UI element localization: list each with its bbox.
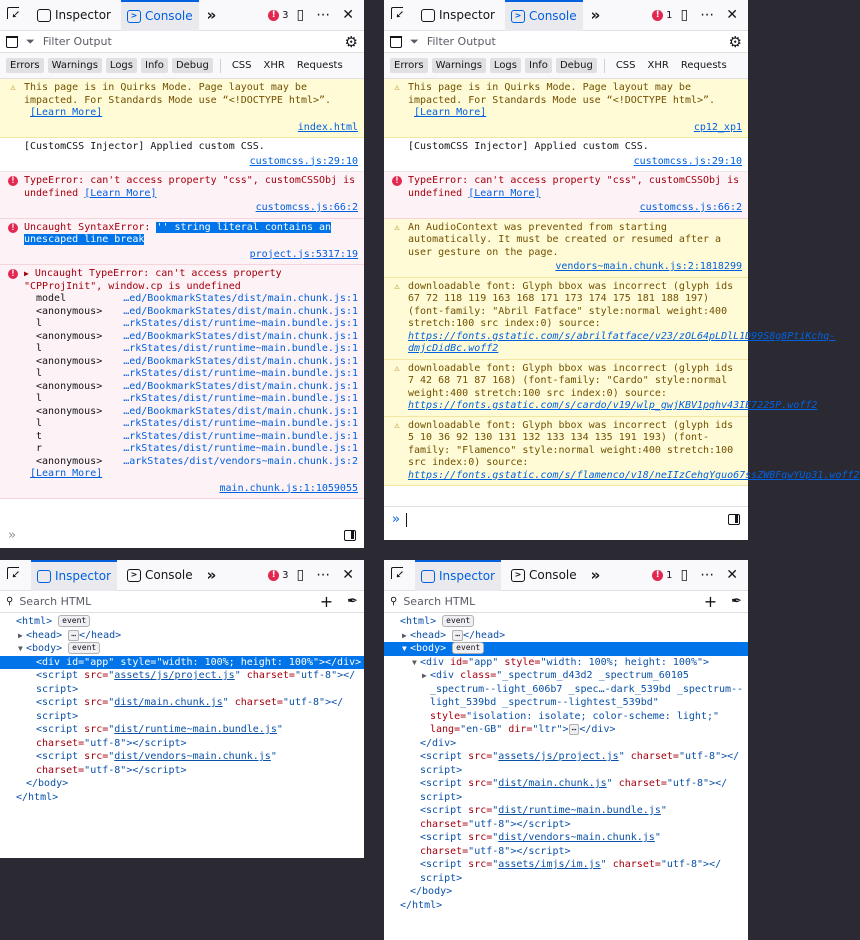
search-input[interactable]: Search HTML: [403, 595, 476, 608]
close-icon[interactable]: ✕: [726, 567, 738, 583]
tab-label: Inspector: [439, 8, 495, 22]
message-text: downloadable font: Glyph bbox was incorrect (glyph ids 7 42 68 71 87 168) (font-family: "Cardo" style:normal weight:400 stretch:100 src index:0) source:: [408, 362, 734, 399]
tree-node[interactable]: <script src="dist/main.chunk.js" charset="utf-8"></: [420, 778, 728, 789]
tree-node[interactable]: </body>: [410, 886, 453, 897]
message-source-link[interactable]: cp12_xp1: [693, 121, 742, 133]
error-count: 1: [666, 9, 673, 21]
stack-location-link[interactable]: …ed/BookmarkStates/dist/main.chunk.js:1: [123, 293, 358, 304]
stack-location-link[interactable]: …ed/BookmarkStates/dist/main.chunk.js:1: [123, 305, 358, 317]
stack-location-link[interactable]: …ed/BookmarkStates/dist/main.chunk.js:1: [123, 330, 358, 342]
element-picker-icon[interactable]: [6, 566, 24, 584]
meatball-menu-icon[interactable]: ⋯: [700, 7, 715, 23]
warning-icon: ⚠: [10, 83, 16, 93]
filter-warnings-button[interactable]: Warnings: [432, 58, 486, 73]
filter-buttons: [384, 53, 748, 79]
tab-console[interactable]: [121, 0, 199, 31]
dock-icon[interactable]: ▯: [296, 7, 305, 23]
stack-frame: [36, 393, 358, 406]
console-message: [384, 417, 860, 487]
stack-frame: [36, 293, 358, 306]
prompt-icon: »: [392, 512, 400, 527]
learn-more-link[interactable]: [Learn More]: [84, 187, 157, 199]
collapse-arrow-icon[interactable]: ▼: [412, 657, 417, 667]
trash-icon[interactable]: [390, 36, 402, 48]
filter-css-button[interactable]: CSS: [231, 60, 252, 71]
filter-xhr-button[interactable]: XHR: [647, 60, 669, 71]
stack-function: <anonymous>: [36, 455, 103, 467]
learn-more-link[interactable]: [Learn More]: [468, 187, 541, 199]
font-url-link[interactable]: https://fonts.gstatic.com/s/abrilfatface/v23/zOL64pLDlL1D99S8g8PtiKchq-dmjcDidBc.woff2: [408, 330, 836, 354]
warning-icon: ⚠: [394, 222, 400, 233]
stack-function: t: [36, 430, 43, 442]
meatball-menu-icon[interactable]: ⋯: [316, 7, 331, 23]
expand-arrow-icon[interactable]: ▶: [402, 630, 407, 640]
tab-label: Console: [528, 568, 577, 582]
search-input[interactable]: Search HTML: [19, 595, 92, 608]
message-source-link[interactable]: main.chunk.js:1:1059055: [219, 482, 358, 494]
filter-info-button[interactable]: Info: [141, 58, 168, 73]
message-source-link[interactable]: customcss.js:29:10: [633, 155, 742, 167]
font-url-link[interactable]: https://fonts.gstatic.com/s/cardo/v19/wlp_gwjKBV1pqhv43IE7225P.woff2: [408, 400, 818, 411]
tree-node: script>: [36, 683, 79, 695]
console-message: [384, 172, 748, 219]
stack-location-link[interactable]: …ed/BookmarkStates/dist/main.chunk.js:1: [123, 355, 358, 367]
close-icon[interactable]: ✕: [726, 7, 738, 23]
stack-location-link[interactable]: …ed/BookmarkStates/dist/main.chunk.js:1: [123, 380, 358, 392]
chevron-more-icon[interactable]: »: [590, 566, 597, 584]
stack-function: model: [36, 293, 67, 304]
event-badge[interactable]: event: [442, 615, 474, 627]
console-message: [384, 278, 836, 360]
element-picker-icon[interactable]: [6, 6, 24, 24]
stack-location-link[interactable]: …rkStates/dist/runtime~main.bundle.js:1: [123, 343, 358, 354]
error-count-badge[interactable]: [652, 570, 672, 581]
console-input[interactable]: [0, 522, 364, 548]
tree-node[interactable]: <html> event: [0, 615, 364, 629]
tab-label: Console: [528, 9, 577, 23]
tree-node: charset="utf-8"></script>: [36, 737, 187, 749]
stack-location-link[interactable]: …rkStates/dist/runtime~main.bundle.js:1: [123, 393, 358, 404]
tree-node[interactable]: ▼ <body> event: [0, 642, 364, 656]
error-count: 3: [282, 9, 289, 21]
eyedropper-icon[interactable]: ✒: [347, 594, 358, 609]
console-panel-left: [0, 0, 364, 548]
error-icon: !: [268, 570, 279, 581]
filter-buttons: [0, 53, 364, 79]
expand-arrow-icon[interactable]: ▶: [18, 630, 23, 640]
error-icon: !: [652, 570, 663, 581]
tree-node[interactable]: </html>: [400, 899, 443, 911]
tree-node: script>: [36, 710, 79, 722]
filter-icon: ⏷: [26, 34, 35, 48]
filter-input[interactable]: Filter Output: [426, 35, 496, 48]
tree-node[interactable]: </body>: [26, 778, 69, 789]
tree-node: script>: [420, 872, 463, 884]
font-url-link[interactable]: https://fonts.gstatic.com/s/flamenco/v18/neIIzCehqYguo67ssZWBFqwYUp31.woff2: [408, 469, 860, 481]
add-node-icon[interactable]: +: [703, 592, 718, 611]
search-icon: ⚲: [390, 596, 398, 607]
devtools-toolbar: [384, 560, 748, 591]
tab-inspector[interactable]: [31, 0, 117, 31]
tree-node: script>: [420, 791, 463, 803]
stack-frame: [36, 343, 358, 356]
filter-errors-button[interactable]: Errors: [390, 58, 428, 73]
stack-trace: [24, 293, 358, 468]
prompt-icon: »: [8, 527, 16, 543]
tree-node[interactable]: <script src="dist/vendors~main.chunk.js": [36, 751, 277, 762]
close-icon[interactable]: ✕: [342, 567, 354, 583]
warning-icon: ⚠: [394, 281, 400, 292]
tree-node: charset="utf-8"></script>: [420, 845, 571, 857]
stack-location-link[interactable]: …arkStates/dist/vendors~main.chunk.js:2: [123, 455, 358, 467]
error-icon: !: [8, 176, 18, 186]
filter-xhr-button[interactable]: XHR: [263, 60, 285, 71]
learn-more-link[interactable]: [Learn More]: [30, 468, 103, 479]
stack-location-link[interactable]: …rkStates/dist/runtime~main.bundle.js:1: [123, 318, 358, 329]
add-node-icon[interactable]: +: [319, 592, 334, 611]
message-text: An AudioContext was prevented from starting automatically. It must be created or resumed after a user gesture on the page.: [408, 221, 722, 258]
chevron-more-icon[interactable]: »: [206, 566, 213, 584]
error-count-badge[interactable]: [268, 10, 288, 21]
chevron-more-icon[interactable]: »: [206, 6, 213, 24]
tab-label: Inspector: [439, 569, 495, 583]
stack-function: <anonymous>: [36, 380, 103, 392]
message-source-link[interactable]: project.js:5317:19: [249, 248, 358, 260]
console-message: [0, 138, 364, 172]
message-source-link[interactable]: vendors~main.chunk.js:2:1818299: [555, 261, 742, 272]
tab-inspector[interactable]: [31, 560, 117, 591]
trash-icon[interactable]: [6, 36, 18, 48]
message-text: downloadable font: Glyph bbox was incorrect (glyph ids 5 10 36 92 130 131 132 133 134 135 191 193) (font-family: "Flamenco" style:normal weight:400 stretch:100 src index:0) source:: [408, 419, 734, 468]
console-message: [384, 219, 748, 278]
console-message: [0, 265, 364, 499]
filter-requests-button[interactable]: Requests: [680, 60, 727, 71]
warning-icon: ⚠: [394, 420, 400, 431]
console-icon: >: [127, 10, 141, 23]
error-icon: !: [652, 10, 663, 21]
devtools-toolbar: [384, 0, 748, 31]
tree-node[interactable]: ▶ <div class="_spectrum_d43d2 _spectrum_60105: [422, 670, 689, 681]
stack-location-link[interactable]: …rkStates/dist/runtime~main.bundle.js:1: [123, 443, 358, 454]
message-text: TypeError: can't access property "css", customCSSObj is undefined: [24, 175, 356, 199]
markup-tree: [384, 613, 748, 912]
tree-node[interactable]: ▶ <head> ⋯ </head>: [18, 629, 122, 641]
tree-node[interactable]: ▶ <head> ⋯ </head>: [402, 629, 506, 641]
expand-arrow-icon[interactable]: ▶: [422, 671, 427, 680]
message-text: [CustomCSS Injector] Applied custom CSS.: [24, 141, 265, 152]
stack-frame: [36, 443, 358, 456]
console-icon: >: [511, 569, 525, 582]
message-text: Uncaught TypeError: can't access property "CPProjInit", window.cp is undefined: [24, 268, 282, 292]
markup-tree: [0, 613, 364, 804]
search-row: [0, 591, 364, 613]
devtools-toolbar: [0, 0, 364, 31]
split-console-icon[interactable]: [344, 530, 356, 541]
dock-icon[interactable]: ▯: [680, 7, 689, 23]
eyedropper-icon[interactable]: ✒: [731, 594, 742, 609]
error-count: 1: [666, 569, 673, 581]
console-output: [0, 79, 364, 499]
tab-label: Inspector: [55, 8, 111, 22]
console-icon: >: [511, 10, 525, 23]
tree-node[interactable]: <script src="assets/imjs/im.js" charset="utf-8"></: [420, 859, 722, 870]
stack-function: r: [36, 443, 43, 454]
error-icon: !: [8, 223, 18, 233]
stack-location-link[interactable]: …rkStates/dist/runtime~main.bundle.js:1: [123, 418, 358, 429]
stack-frame: [36, 418, 358, 431]
error-icon: !: [8, 269, 18, 279]
message-text: downloadable font: Glyph bbox was incorrect (glyph ids 67 72 118 119 163 168 171 173 174 175 181 188 197) (font-family: "Abril Fatface" style:normal weight:400 stretch:100 src index:0) source:: [408, 280, 734, 329]
error-icon: !: [392, 176, 402, 186]
inspector-icon: [37, 570, 51, 583]
message-source-link[interactable]: index.html: [297, 121, 358, 133]
stack-frame: [36, 356, 358, 369]
stack-frame: [36, 368, 358, 381]
stack-function: <anonymous>: [36, 405, 103, 417]
tab-console[interactable]: [505, 560, 583, 591]
tab-label: Inspector: [55, 569, 111, 583]
chevron-more-icon[interactable]: »: [590, 6, 597, 24]
collapsed-content[interactable]: ⋯: [68, 630, 79, 641]
error-count-badge[interactable]: [268, 570, 288, 581]
event-badge[interactable]: event: [58, 615, 90, 627]
message-text: This page is in Quirks Mode. Page layout may be impacted. For Standards Mode use “<!DOCTYPE html>”.: [24, 82, 332, 106]
tree-node[interactable]: ▼ <div id="app" style="width: 100%; height: 100%">: [412, 656, 710, 668]
gear-icon[interactable]: ⚙: [344, 32, 358, 51]
filter-info-button[interactable]: Info: [525, 58, 552, 73]
collapsed-content[interactable]: ⋯: [452, 630, 463, 641]
tree-node: _spectrum--light_606b7 _spec…-dark_539bd _spectrum--: [430, 683, 744, 695]
tree-node: charset="utf-8"></script>: [420, 818, 571, 830]
filter-icon: ⏷: [410, 34, 419, 48]
collapse-arrow-icon[interactable]: ▼: [18, 644, 23, 653]
dock-icon[interactable]: ▯: [680, 567, 689, 583]
element-picker-icon[interactable]: [390, 6, 408, 24]
tree-node[interactable]: <script src="dist/main.chunk.js" charset="utf-8"></: [36, 697, 344, 708]
stack-frame: [36, 381, 358, 394]
filter-css-button[interactable]: CSS: [615, 60, 636, 71]
inspector-icon: [421, 9, 435, 22]
tree-node[interactable]: <html> event: [384, 615, 748, 629]
learn-more-link[interactable]: [Learn More]: [30, 107, 103, 118]
tab-inspector[interactable]: [415, 0, 501, 31]
event-badge[interactable]: event: [68, 642, 100, 654]
tree-node: light_539bd _spectrum--lightest_539bd": [430, 697, 659, 708]
error-count: 3: [282, 569, 289, 581]
gear-icon[interactable]: ⚙: [728, 32, 742, 51]
stack-function: l: [36, 343, 43, 354]
message-source-link[interactable]: customcss.js:66:2: [255, 202, 358, 213]
collapsed-content[interactable]: ⋯: [569, 724, 580, 735]
error-icon: !: [268, 10, 279, 21]
message-text: [CustomCSS Injector] Applied custom CSS.: [408, 141, 649, 152]
console-message: [384, 360, 818, 417]
warning-icon: ⚠: [394, 363, 400, 374]
tree-node: lang="en-GB" dir="ltr"> ⋯ </div>: [430, 724, 616, 735]
tree-node[interactable]: </div>: [420, 737, 457, 749]
tab-label: Console: [144, 9, 193, 23]
learn-more-link[interactable]: [Learn More]: [414, 107, 487, 118]
stack-frame: [36, 431, 358, 444]
inspector-panel-right: [384, 560, 748, 940]
search-icon: ⚲: [6, 596, 14, 607]
filter-logs-button[interactable]: Logs: [490, 58, 521, 73]
devtools-toolbar: [0, 560, 364, 591]
stack-function: <anonymous>: [36, 330, 103, 342]
stack-function: l: [36, 418, 43, 429]
stack-function: l: [36, 318, 43, 329]
console-input[interactable]: [384, 506, 748, 532]
console-message: [0, 172, 364, 219]
stack-location-link[interactable]: …rkStates/dist/runtime~main.bundle.js:1: [123, 368, 358, 379]
tab-console[interactable]: [505, 0, 583, 31]
inspector-icon: [37, 9, 51, 22]
console-message: [384, 138, 748, 172]
stack-frame: [36, 456, 358, 469]
stack-location-link[interactable]: …rkStates/dist/runtime~main.bundle.js:1: [123, 430, 358, 442]
tab-console[interactable]: [121, 560, 199, 591]
dock-icon[interactable]: ▯: [296, 567, 305, 583]
meatball-menu-icon[interactable]: ⋯: [316, 567, 331, 583]
stack-function: l: [36, 368, 43, 379]
message-source-link[interactable]: customcss.js:29:10: [249, 155, 358, 167]
stack-frame: [36, 306, 358, 319]
filter-logs-button[interactable]: Logs: [106, 58, 137, 73]
tree-node[interactable]: <script src="dist/runtime~main.bundle.js": [36, 724, 283, 735]
expand-arrow-icon[interactable]: ▶: [24, 269, 29, 278]
message-text: This page is in Quirks Mode. Page layout may be impacted. For Standards Mode use “<!DOCTYPE html>”.: [408, 82, 716, 106]
warning-icon: ⚠: [394, 83, 400, 93]
filter-row: [384, 31, 748, 53]
stack-function: <anonymous>: [36, 305, 103, 317]
message-source-link[interactable]: customcss.js:66:2: [639, 202, 742, 213]
filter-errors-button[interactable]: Errors: [6, 58, 44, 73]
message-text: TypeError: can't access property "css", customCSSObj is undefined: [408, 175, 740, 199]
close-icon[interactable]: ✕: [342, 7, 354, 23]
stack-frame: [36, 331, 358, 344]
inspector-panel-left: [0, 560, 364, 858]
filter-debug-button[interactable]: Debug: [556, 58, 597, 73]
element-picker-icon[interactable]: [390, 566, 408, 584]
tree-node[interactable]: <script src="assets/js/project.js" charset="utf-8"></: [36, 670, 356, 681]
stack-frame: [36, 406, 358, 419]
stack-function: <anonymous>: [36, 355, 103, 367]
console-message: [0, 79, 364, 138]
tree-node: script>: [420, 764, 463, 776]
tab-inspector[interactable]: [415, 560, 501, 591]
console-message: [384, 79, 748, 138]
filter-warnings-button[interactable]: Warnings: [48, 58, 102, 73]
collapse-arrow-icon[interactable]: ▼: [402, 644, 407, 653]
tree-node[interactable]: <script src="dist/vendors~main.chunk.js": [420, 832, 661, 843]
tree-node[interactable]: <script src="dist/runtime~main.bundle.js": [420, 805, 667, 816]
split-console-icon[interactable]: [728, 514, 740, 525]
error-count-badge[interactable]: [652, 10, 672, 21]
console-panel-right: [384, 0, 860, 540]
stack-function: l: [36, 393, 43, 404]
message-text: Uncaught SyntaxError:: [24, 221, 157, 233]
filter-debug-button[interactable]: Debug: [172, 58, 213, 73]
console-message: [0, 219, 364, 266]
tab-label: Console: [144, 568, 193, 582]
event-badge[interactable]: event: [452, 642, 484, 654]
search-row: [384, 591, 748, 613]
tree-node: style="isolation: isolate; color-scheme: light;": [430, 710, 719, 722]
inspector-icon: [421, 570, 435, 583]
stack-frame: [36, 318, 358, 331]
tree-node-selected[interactable]: <div id="app" style="width: 100%; height: 100%"></div>: [0, 656, 364, 670]
filter-requests-button[interactable]: Requests: [296, 60, 343, 71]
tree-node: charset="utf-8"></script>: [36, 764, 187, 776]
console-icon: >: [127, 569, 141, 582]
text-caret: [406, 513, 407, 527]
tree-node-selected[interactable]: ▼ <body> event: [384, 642, 748, 656]
tree-node[interactable]: </html>: [16, 791, 59, 803]
filter-row: [0, 31, 364, 53]
filter-input[interactable]: Filter Output: [42, 35, 112, 48]
tree-node[interactable]: <script src="assets/js/project.js" charset="utf-8"></: [420, 751, 740, 762]
stack-location-link[interactable]: …ed/BookmarkStates/dist/main.chunk.js:1: [123, 405, 358, 417]
selected-text: '' string literal contains an unescaped line break: [24, 221, 332, 245]
meatball-menu-icon[interactable]: ⋯: [700, 567, 715, 583]
console-output: [384, 79, 860, 486]
